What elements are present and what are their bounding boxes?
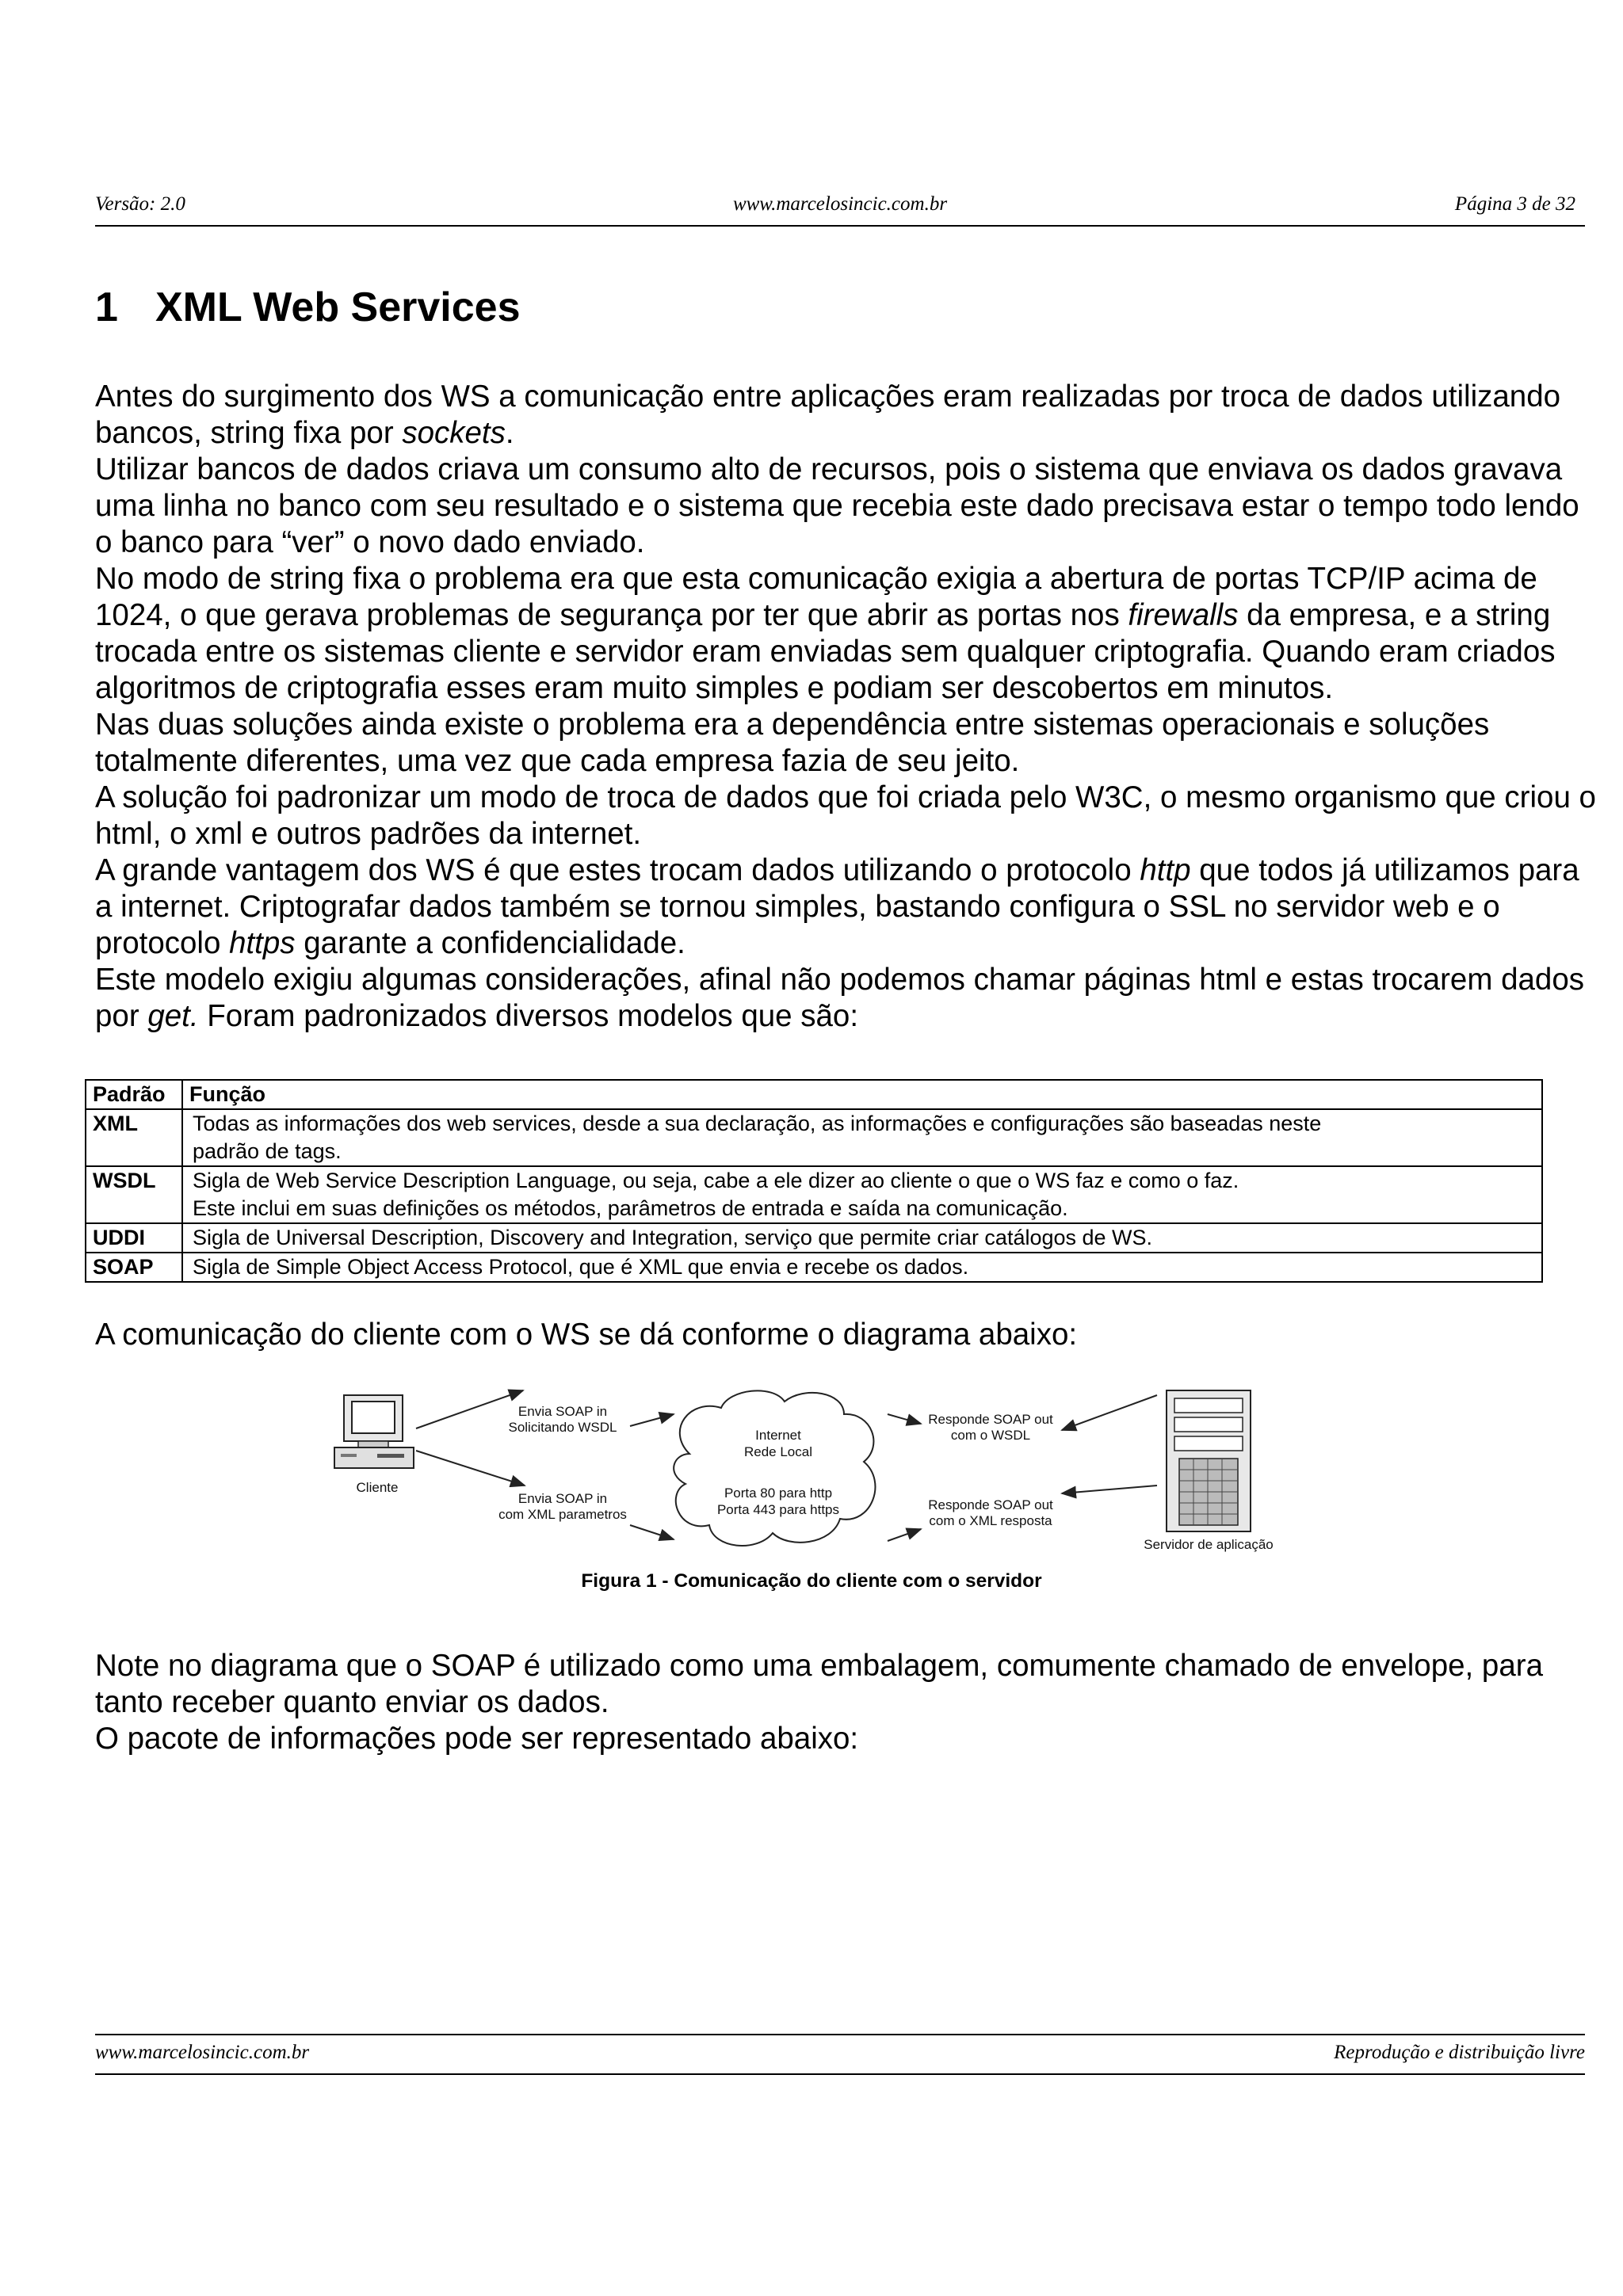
standards-table	[85, 1079, 1543, 1283]
table-row	[86, 1109, 1542, 1166]
table-key-cell: UDDI	[86, 1223, 182, 1253]
cloud-label-2: Rede Local	[743, 1444, 813, 1459]
page-header	[95, 189, 1585, 227]
left-bottom-label-1: Envia SOAP in	[517, 1491, 608, 1506]
left-top-label-1: Envia SOAP in	[517, 1404, 608, 1419]
right-top-label-1: Responde SOAP out	[928, 1412, 1053, 1427]
cloud-label-4: Porta 443 para https	[716, 1502, 840, 1517]
right-bottom-label-1: Responde SOAP out	[928, 1497, 1053, 1512]
table-value-cell: Todas as informações dos web services, desde a sua declaração, as informações e configurações são baseadas neste padrão de tags.	[182, 1109, 1542, 1166]
server-label: Servidor de aplicação	[1144, 1537, 1274, 1552]
paragraph: Antes do surgimento dos WS a comunicação entre aplicações eram realizadas por troca de dados utilizando bancos, string fixa por sockets.	[95, 379, 1561, 450]
paragraph: No modo de string fixa o problema era que esta comunicação exigia a abertura de portas TCP/IP acima de 1024, o que gerava problemas de segurança por ter que abrir as portas nos firewalls da empresa, e a string trocada entre os sistemas cliente e servidor eram enviadas sem qualquer criptografia. Quando eram criados algoritmos de criptografia esses eram muito simples e podiam ser descobertos em minutos.	[95, 562, 1556, 705]
arrow-line	[630, 1414, 674, 1426]
table-row	[86, 1223, 1542, 1253]
paragraph: Note no diagrama que o SOAP é utilizado como uma embalagem, comumente chamado de envelope, para tanto receber quanto enviar os dados.	[95, 1649, 1543, 1719]
arrow-line	[888, 1414, 921, 1424]
arrow-line	[630, 1525, 674, 1539]
paragraph: Nas duas soluções ainda existe o problema era a dependência entre sistemas operacionais e soluções totalmente diferentes, uma vez que cada empresa fazia de seu jeito.	[95, 707, 1490, 778]
figure-caption: Figura 1 - Comunicação do cliente com o servidor	[581, 1570, 1042, 1592]
footer-license: Reprodução e distribuição livre	[1334, 2042, 1585, 2063]
section-number: 1	[95, 284, 118, 330]
client-computer-icon	[334, 1395, 414, 1468]
arrow-line	[416, 1390, 523, 1428]
diagram-intro: A comunicação do cliente com o WS se dá conforme o diagrama abaixo:	[95, 1318, 1078, 1352]
section-heading	[95, 284, 521, 331]
server-icon	[1167, 1390, 1251, 1531]
table-key-cell: WSDL	[86, 1166, 182, 1223]
arrow-line	[1062, 1395, 1157, 1430]
page-footer	[95, 2034, 1585, 2075]
arrow-line	[1062, 1486, 1157, 1493]
left-top-label-2: Solicitando WSDL	[508, 1420, 617, 1435]
closing-text	[95, 1648, 1601, 1757]
table-value-cell: Sigla de Universal Description, Discovery and Integration, serviço que permite criar catálogos de WS.	[182, 1223, 1542, 1253]
cloud-label-3: Porta 80 para http	[724, 1486, 833, 1501]
header-page-number: Página 3 de 32	[1454, 193, 1575, 215]
table-value-cell: Sigla de Simple Object Access Protocol, que é XML que envia e recebe os dados.	[182, 1253, 1542, 1282]
arrow-line	[416, 1451, 525, 1486]
table-header-cell: Padrão	[86, 1080, 182, 1109]
paragraph: A solução foi padronizar um modo de troca de dados que foi criada pelo W3C, o mesmo organismo que criou o html, o xml e outros padrões da internet.	[95, 780, 1596, 851]
paragraph: O pacote de informações pode ser representado abaixo:	[95, 1722, 859, 1756]
left-bottom-label-2: com XML parametros	[498, 1507, 627, 1522]
table-header-row	[86, 1080, 1542, 1109]
communication-diagram	[317, 1383, 1308, 1565]
right-top-label-2: com o WSDL	[950, 1428, 1031, 1443]
paragraph: Utilizar bancos de dados criava um consumo alto de recursos, pois o sistema que enviava os dados gravava uma linha no banco com seu resultado e o sistema que recebia este dado precisava estar o tempo todo lendo o banco para “ver” o novo dado enviado.	[95, 452, 1579, 559]
table-key-cell: SOAP	[86, 1253, 182, 1282]
table-row	[86, 1166, 1542, 1223]
paragraph: Este modelo exigiu algumas considerações, afinal não podemos chamar páginas html e estas trocarem dados por get. Foram padronizados diversos modelos que são:	[95, 963, 1584, 1033]
header-site: www.marcelosincic.com.br	[732, 193, 948, 215]
body-text	[95, 379, 1601, 1035]
right-bottom-label-2: com o XML resposta	[929, 1513, 1052, 1528]
cloud-label-1: Internet	[755, 1428, 801, 1443]
network-cloud-icon	[674, 1390, 875, 1546]
header-version: Versão: 2.0	[95, 193, 185, 215]
table-value-cell: Sigla de Web Service Description Language, ou seja, cabe a ele dizer ao cliente o que o WS faz e como o faz. Este inclui em suas definições os métodos, parâmetros de entrada e saída na comunicação.	[182, 1166, 1542, 1223]
footer-site: www.marcelosincic.com.br	[95, 2042, 310, 2063]
table-header-cell: Função	[182, 1080, 1542, 1109]
table-row	[86, 1253, 1542, 1282]
paragraph: A grande vantagem dos WS é que estes trocam dados utilizando o protocolo http que todos já utilizamos para a internet. Criptografar dados também se tornou simples, bastando configura o SSL no servidor web e o protocolo https garante a confidencialidade.	[95, 853, 1579, 960]
section-title: XML Web Services	[155, 284, 521, 330]
table-key-cell: XML	[86, 1109, 182, 1166]
arrow-line	[888, 1529, 921, 1541]
client-label: Cliente	[356, 1480, 399, 1495]
